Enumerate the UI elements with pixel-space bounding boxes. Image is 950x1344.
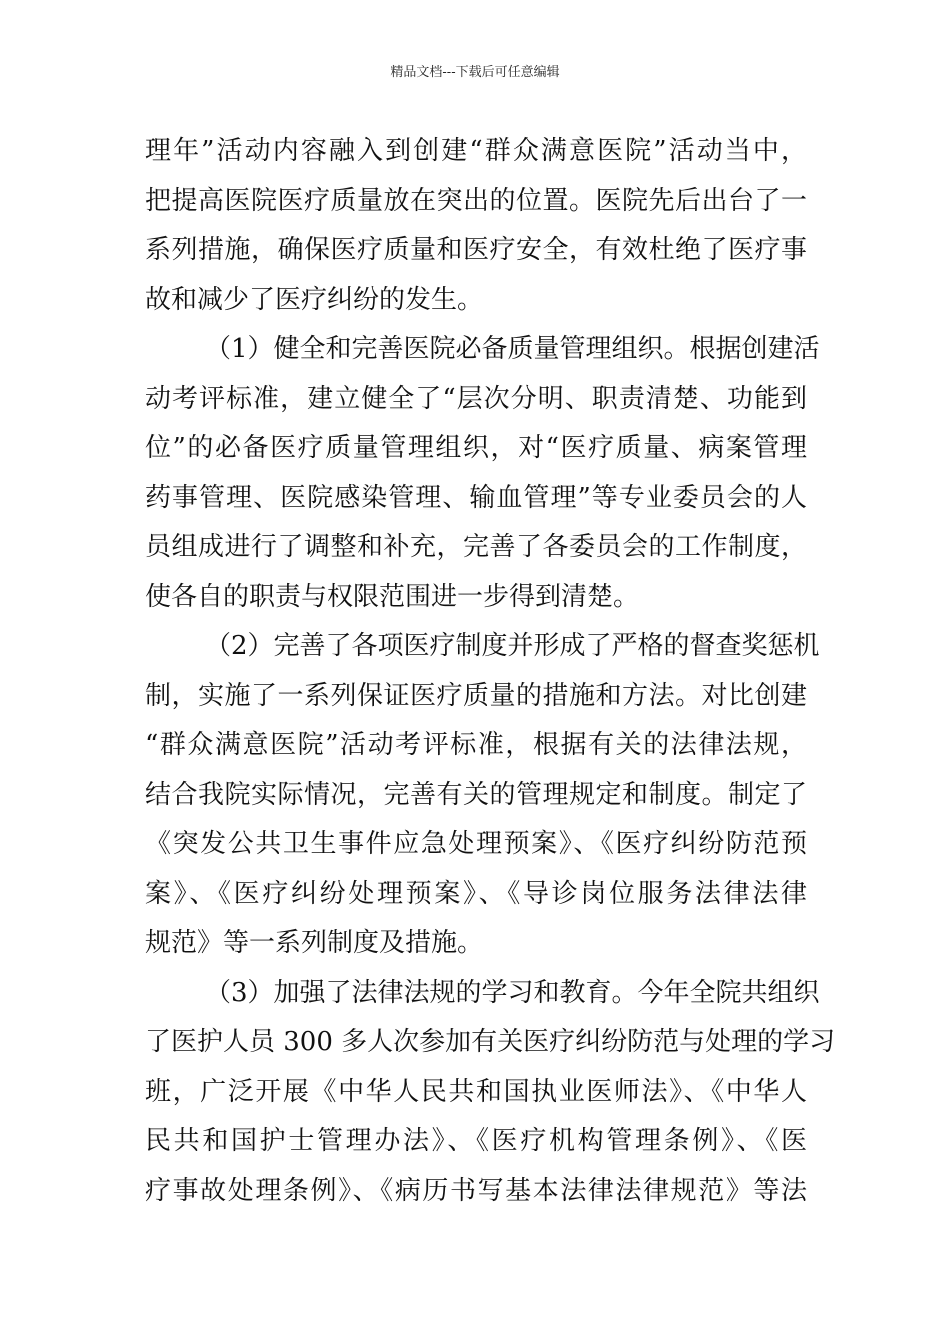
text-line: 《突发公共卫生事件应急处理预案》、《医疗纠纷防范预 [145,829,807,859]
text-line: “群众满意医院”活动考评标准，根据有关的法律法规， [145,730,807,760]
text-line: 案》、《医疗纠纷处理预案》、《导诊岗位服务法律法律 [145,878,807,909]
text-line: 班，广泛开展《中华人民共和国执业医师法》、《中华人 [145,1076,807,1107]
text-line: 结合我院实际情况，完善有关的管理规定和制度。制定了 [145,779,807,810]
text-line: （2）完善了各项医疗制度并形成了严格的督查奖惩机 [205,631,820,661]
text-line: 制，实施了一系列保证医疗质量的措施和方法。对比创建 [145,680,807,711]
text-line: 疗事故处理条例》、《病历书写基本法律法律规范》等法 [145,1175,807,1206]
paragraph-item-1 [145,325,820,622]
document-body [145,127,836,1216]
text-line: 把提高医院医疗质量放在突出的位置。医院先后出台了一 [145,185,807,216]
paragraph-item-3 [145,969,836,1217]
text-line: 位”的必备医疗质量管理组织，对“医疗质量、病案管理 [145,433,807,463]
paragraph-intro [145,127,807,325]
text-line: 药事管理、医院感染管理、输血管理”等专业委员会的人 [145,482,807,513]
page-header: 精品文档---下载后可任意编辑 [390,65,560,80]
text-line: （1）健全和完善医院必备质量管理组织。根据创建活 [205,334,820,364]
text-line: 故和减少了医疗纠纷的发生。 [145,284,484,315]
text-line: 民共和国护士管理办法》、《医疗机构管理条例》、《医 [145,1126,807,1156]
text-line: 规范》等一系列制度及措施。 [145,928,484,958]
text-line: 了医护人员 300 多人次参加有关医疗纠纷防范与处理的学习 [145,1027,836,1057]
paragraph-item-2 [145,622,820,969]
text-line: 系列措施，确保医疗质量和医疗安全，有效杜绝了医疗事 [145,235,807,265]
text-line: 使各自的职责与权限范围进一步得到清楚。 [145,581,640,612]
text-line: 员组成进行了调整和补充，完善了各委员会的工作制度， [145,532,807,562]
text-line: （3）加强了法律法规的学习和教育。今年全院共组织 [205,977,820,1008]
text-line: 动考评标准，建立健全了“层次分明、职责清楚、功能到 [145,383,807,414]
text-line: 理年”活动内容融入到创建“群众满意医院”活动当中， [145,136,807,166]
